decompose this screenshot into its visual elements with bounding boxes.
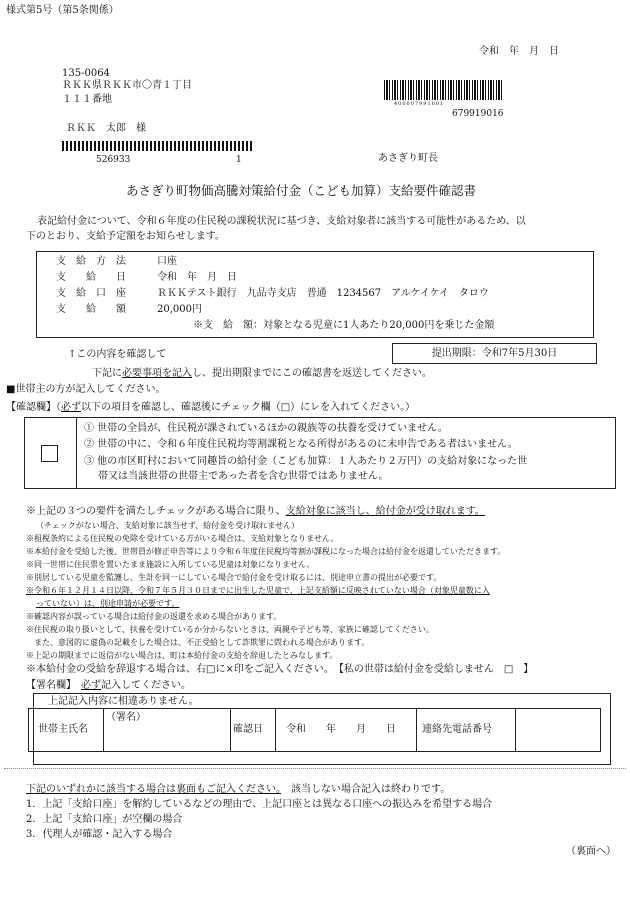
checkbox-cell (25, 418, 77, 488)
barcode-digits: 400007991001 (394, 101, 445, 107)
address-line2: １１１番地 (62, 94, 112, 105)
requirements-checkbox[interactable] (41, 445, 58, 462)
note-9: また、意図的に虚偽の記載をした場合は、不正受給として詐欺罪に問われる場合があります。 (34, 638, 370, 647)
sign-label: （署名） (106, 712, 146, 723)
document-barcode (384, 80, 502, 100)
back-item-3: 3．代理人が確認・記入する場合 (26, 829, 173, 840)
main-notice (26, 506, 485, 519)
check-item-2: ② 世帯の中に、令和６年度住民税均等割課税となる所得があるのに未申告である者はいません。 (84, 439, 518, 450)
intro-line2: 下のとおり、支給予定額をお知らせします。 (26, 231, 225, 242)
signature-field[interactable] (104, 726, 228, 748)
phone-field[interactable] (518, 712, 598, 748)
note-4: ※別居している児童を監護し、生計を同一にしている場合で給付金を受け取るには、別途申立書の提出が必要です。 (26, 573, 442, 582)
issuer: あさぎり町長 (378, 153, 438, 164)
page-title: あさぎり町物価高騰対策給付金（こども加算）支給要件確認書 (126, 183, 477, 198)
note-3: ※同一世帯に住民票を置いたまま施設に入所している児童は対象になりません。 (26, 560, 315, 569)
page-number: 1 (236, 155, 242, 165)
note-5: ※令和６年１２月１４日以降、令和７年５月３０日までに出生した児童で、上記支給額に反映されていない場合（対象児童数に入 (26, 586, 490, 595)
check-heading (6, 402, 415, 415)
sign-heading-u: 必ず (81, 680, 101, 691)
deadline-box (392, 343, 597, 364)
head-name-label: 世帯主氏名 (38, 724, 88, 735)
confirm-arrow: ↑この内容を確認して (68, 349, 167, 360)
amount-value: 20,000円 (157, 304, 202, 315)
check-heading-pre: 【確認欄】（ (6, 402, 61, 413)
account-value: ＲＫＫテスト銀行 九品寺支店 普通 1234567 アルケイケイ タロウ (157, 288, 489, 299)
back-notice-u: 下記のいずれかに該当する場合は裏面もご記入ください。 (26, 784, 281, 795)
check-item-3-cont: 帯又は当該世帯の世帯主であった者を含む世帯ではありません。 (98, 471, 389, 482)
back-item-2: 2．上記「支給口座」が空欄の場合 (26, 814, 183, 825)
form-number: 様式第5号（第5条関係） (6, 5, 119, 16)
sign-heading-pre: 【署名欄】 (26, 680, 81, 691)
account-label: 支 給 口 座 (56, 288, 126, 299)
recipient-name: ＲＫＫ 太郎 様 (66, 123, 146, 134)
head-note: ■世帯主の方が記入してください。 (6, 384, 166, 395)
divider (4, 768, 626, 769)
main-notice-pre: ※上記の３つの要件を満たしチェックがある場合に限り、 (26, 506, 286, 517)
postal-code: 135-0064 (62, 68, 110, 79)
note-7: ※確認内容が誤っている場合は給付金の返還を求める場合があります。 (26, 612, 282, 621)
confirm-date-label: 確認日 (233, 724, 263, 735)
confirm-date-field[interactable]: 令和 年 月 日 (286, 724, 396, 735)
note-6: っていない）は、別途申請が必要です。 (36, 599, 180, 608)
amount-label: 支 給 額 (56, 304, 126, 315)
note-2: ※本給付金を受給した後、世帯員が修正申告等により令和６年度住民税均等割が課税になった場合は給付金を返還していただきます。 (26, 547, 506, 556)
date-value: 令和 年 月 日 (157, 272, 237, 283)
back-notice (26, 784, 450, 797)
customer-barcode (62, 141, 252, 151)
amount-note: ※支 給 額：対象となる児童に1人あたり20,000円を乗じた金額 (193, 320, 495, 331)
date-label: 支 給 日 (56, 272, 126, 283)
check-item-3: ③ 他の市区町村において同趣旨の給付金（こども加算：１人あたり２万円）の支給対象になった世 (84, 456, 528, 467)
method-label: 支 給 方 法 (56, 256, 126, 267)
check-heading-post: 以下の項目を確認し、確認後にチェック欄（□）にレを入れてください。） (81, 402, 416, 413)
customer-code: 526933 (96, 155, 131, 165)
check-heading-u: 必ず (61, 402, 81, 413)
note-1: ※租税条約による住民税の免除を受けている方がいる場合は、支給対象となりません。 (26, 534, 339, 543)
back-notice-post: 該当しない場合記入は終わりです。 (281, 784, 451, 795)
deadline-text: 提出期限：令和7年5月30日 (431, 348, 558, 359)
main-notice-u: 支給対象に該当し、給付金が受け取れます。 (285, 506, 485, 517)
sign-heading-post: 記入してください。 (101, 680, 191, 691)
instruction-post: し、提出期限までにこの確認書を返送してください。 (192, 368, 432, 379)
note-10: ※上記の期限までに返信がない場合は、町は本給付金の支給を辞退したとみなします。 (26, 651, 338, 660)
intro-line1: 表記給付金について、令和６年度の住民税の課税状況に基づき、支給対象者に該当する可能性があるため、以 (37, 216, 526, 227)
overleaf: （裏面へ） (566, 846, 616, 857)
note-0: （チェックがない場合、支給対象に該当せず、給付金を受け取れません） (36, 521, 300, 530)
barcode-number: 679919016 (452, 109, 504, 119)
instruction (92, 368, 432, 381)
sign-confirm: 上記記入内容に相違ありません。 (48, 696, 199, 707)
instruction-pre: 下記に (92, 368, 122, 379)
method-value: 口座 (157, 256, 177, 267)
decline-line: ※本給付金の受給を辞退する場合は、右□に×印をご記入ください。 【私の世帯は給付金を受給しません □ 】 (26, 664, 534, 675)
back-item-1: 1．上記「支給口座」を解約しているなどの理由で、上記口座とは異なる口座への振込みを希望する場合 (26, 799, 493, 810)
instruction-underlined: 必要事項を記入 (122, 368, 192, 379)
phone-label: 連絡先電話番号 (422, 724, 492, 735)
date-line: 令和 年 月 日 (479, 46, 559, 57)
sign-heading (26, 680, 191, 693)
note-8: ※住民税の取り扱いとして、扶養を受けているか分からないときは、両親や子ども等、家族に確認してください。 (26, 625, 434, 634)
address-line1: ＲＫＫ県ＲＫＫ市〇青１丁目 (62, 80, 192, 91)
check-item-1: ① 世帯の全員が、住民税が課されているほかの親族等の扶養を受けていません。 (84, 423, 448, 434)
